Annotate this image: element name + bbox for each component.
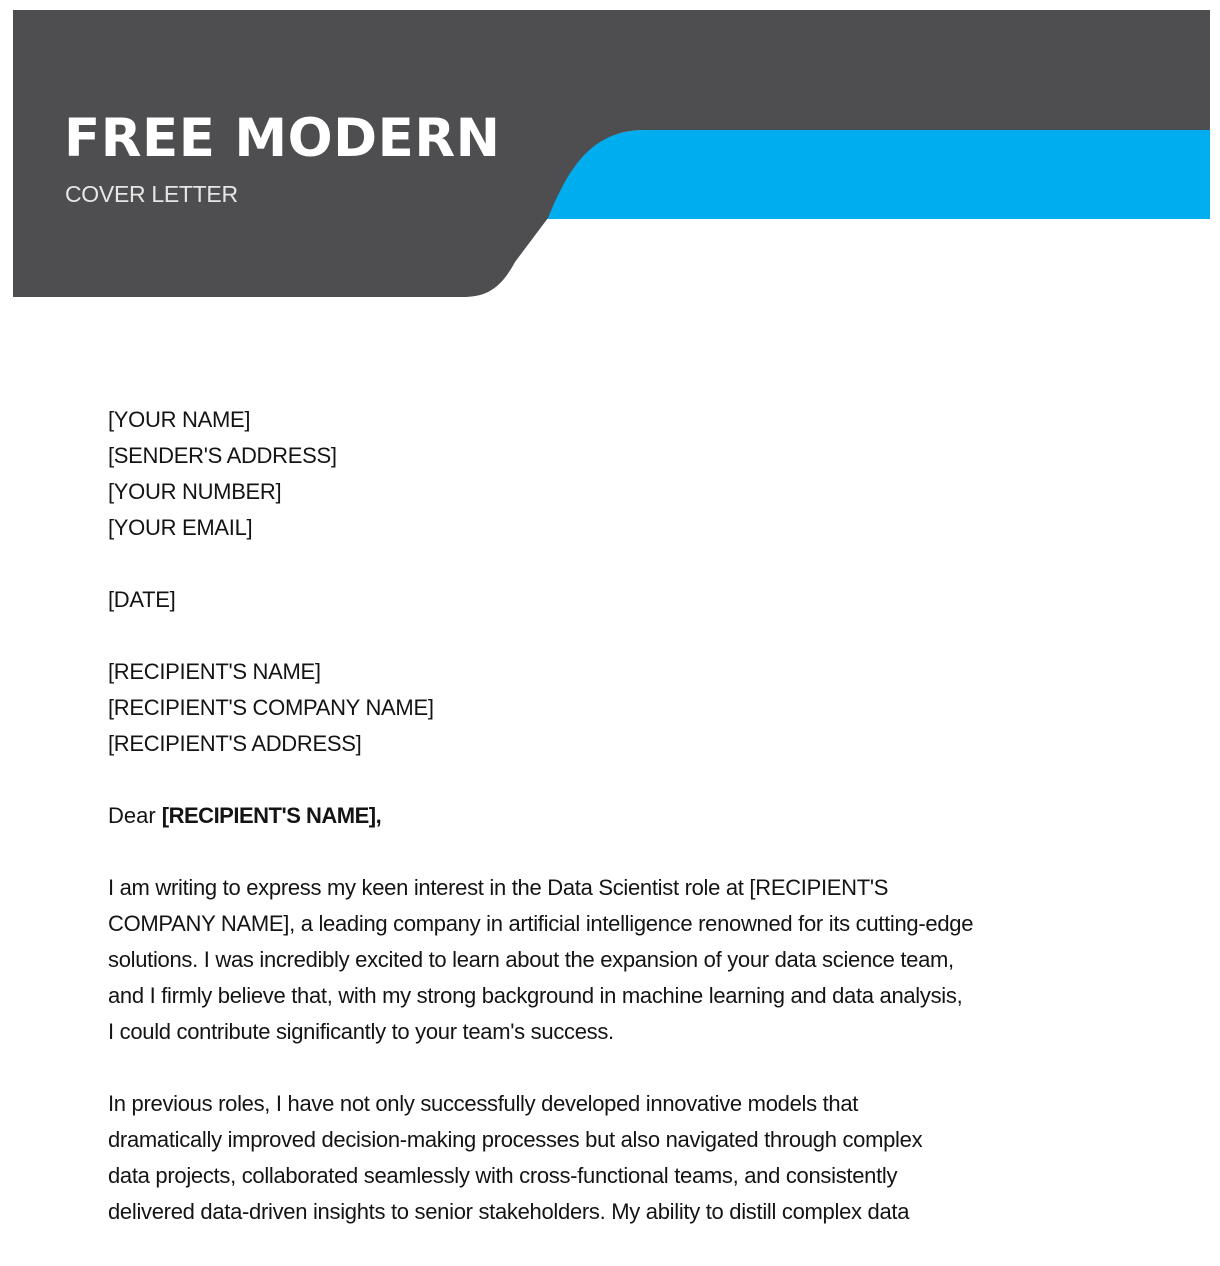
document-title: FREE MODERN (64, 108, 501, 169)
accent-band (540, 130, 1210, 219)
body-paragraph-2 (108, 1086, 1108, 1230)
paragraph-line: data projects, collaborated seamlessly with cross-functional teams, and consistently (108, 1163, 898, 1188)
letter-date: [DATE] (108, 587, 176, 612)
sender-block (108, 402, 1108, 546)
header-banner (0, 0, 1220, 300)
salutation-prefix: Dear (108, 803, 162, 828)
paragraph-line: dramatically improved decision-making processes but also navigated through complex (108, 1127, 923, 1152)
paragraph-line: solutions. I was incredibly excited to learn about the expansion of your data science team, (108, 947, 954, 972)
recipient-company: [RECIPIENT'S COMPANY NAME] (108, 695, 434, 720)
paragraph-line: delivered data-driven insights to senior stakeholders. My ability to distill complex data (108, 1199, 910, 1224)
paragraph-line: COMPANY NAME], a leading company in artificial intelligence renowned for its cutting-edge (108, 911, 974, 936)
paragraph-line: and I firmly believe that, with my strong background in machine learning and data analysis, (108, 983, 963, 1008)
sender-email: [YOUR EMAIL] (108, 515, 253, 540)
sender-name: [YOUR NAME] (108, 407, 251, 432)
paragraph-line: I could contribute significantly to your team's success. (108, 1019, 614, 1044)
document-subtitle: COVER LETTER (65, 181, 238, 207)
paragraph-line: In previous roles, I have not only successfully developed innovative models that (108, 1091, 859, 1116)
sender-address: [SENDER'S ADDRESS] (108, 443, 337, 468)
salutation-suffix: , (375, 803, 382, 828)
salutation-name: [RECIPIENT'S NAME] (161, 803, 376, 828)
body-paragraph-1 (108, 870, 1108, 1050)
recipient-address: [RECIPIENT'S ADDRESS] (108, 731, 362, 756)
sender-number: [YOUR NUMBER] (108, 479, 282, 504)
letter-body (108, 402, 1108, 1266)
salutation (108, 798, 1108, 834)
recipient-name: [RECIPIENT'S NAME] (108, 659, 321, 684)
paragraph-line: I am writing to express my keen interest in the Data Scientist role at [RECIPIENT'S (108, 875, 889, 900)
recipient-block (108, 654, 1108, 762)
date-block (108, 582, 1108, 618)
